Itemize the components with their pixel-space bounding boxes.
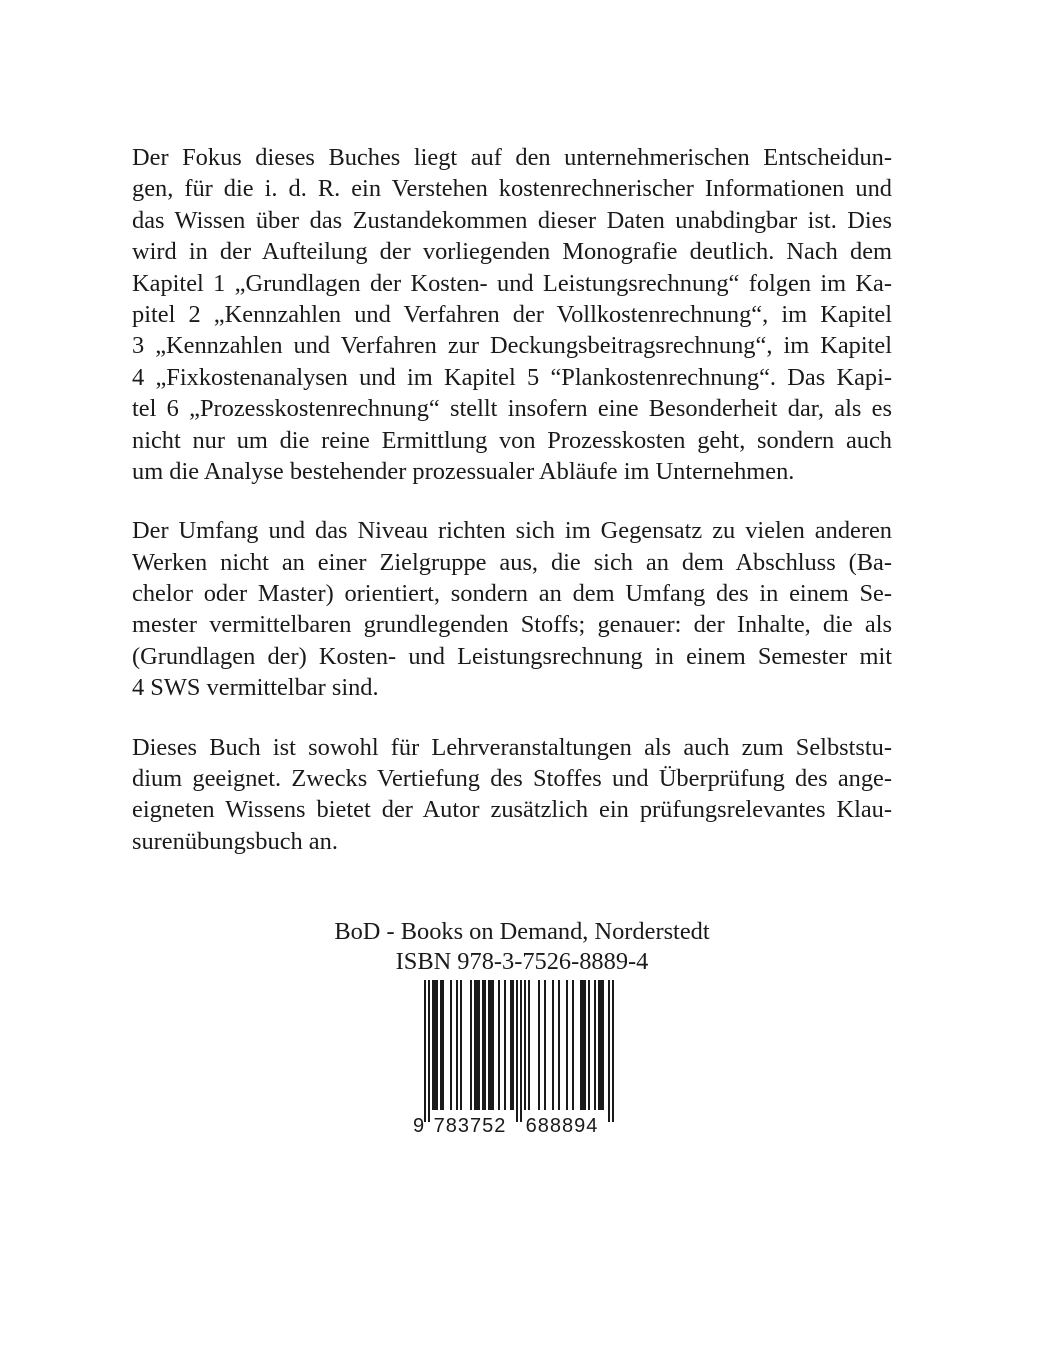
barcode-guard-bar [516, 980, 518, 1122]
barcode-bar [544, 980, 546, 1110]
barcode-guard-bar [520, 980, 522, 1122]
text-line: surenübungsbuch an. [132, 827, 338, 855]
barcode-bar [510, 980, 514, 1110]
text-line: pitel 2 „Kennzahlen und Verfahren der Vollkostenrechnung“, im Kapitel [132, 300, 892, 328]
barcode-bar [440, 980, 444, 1110]
text-line: Kapitel 1 „Grundlagen der Kosten- und Leistungsrechnung“ folgen im Ka- [132, 269, 892, 297]
barcode-bar [552, 980, 554, 1110]
text-line: mester vermittelbaren grundlegenden Stoffs; genauer: der Inhalte, die als [132, 611, 892, 639]
text-line: chelor oder Master) orientiert, sondern an dem Umfang des in einem Se- [132, 580, 892, 608]
text-line: das Wissen über das Zustandekommen dieser Daten unabdingbar ist. Dies [132, 206, 892, 234]
barcode-bar [528, 980, 530, 1110]
barcode-graphic [410, 978, 616, 1138]
blurb-paragraph-3 [132, 732, 892, 858]
barcode-bar [588, 980, 590, 1110]
barcode-bar [594, 980, 596, 1110]
barcode-lead-digit: 9 [413, 1115, 425, 1137]
text-line: tel 6 „Prozesskostenrechnung“ stellt insofern eine Besonderheit dar, als es [132, 395, 892, 423]
barcode-bar [566, 980, 568, 1110]
barcode-bar [482, 980, 486, 1110]
barcode-bar [432, 980, 438, 1110]
barcode-bar [580, 980, 586, 1110]
barcode-bar [450, 980, 452, 1110]
blurb-text [132, 142, 892, 885]
text-line: Der Umfang und das Niveau richten sich im Gegensatz zu vielen anderen [132, 517, 892, 545]
text-line: Der Fokus dieses Buches liegt auf den unternehmerischen Entscheidun- [132, 144, 892, 171]
barcode-left-digits: 783752 [433, 1115, 507, 1137]
text-line: dium geeignet. Zwecks Vertiefung des Stoffes und Überprüfung des ange- [132, 765, 892, 793]
text-line: gen, für die i. d. R. ein Verstehen kostenrechnerischer Informationen und [132, 175, 892, 203]
barcode-bar [572, 980, 574, 1110]
barcode-bar [504, 980, 506, 1110]
barcode-bar [524, 980, 526, 1110]
text-line: Dieses Buch ist sowohl für Lehrveranstaltungen als auch zum Selbststu- [132, 733, 892, 761]
barcode-bar [456, 980, 458, 1110]
text-line: Werken nicht an einer Zielgruppe aus, die sich an dem Abschluss (Ba- [132, 548, 892, 576]
barcode-guard-bar [424, 980, 426, 1122]
barcode-guard-bar [608, 980, 610, 1122]
isbn-barcode [410, 978, 616, 1138]
blurb-paragraph-1 [132, 142, 892, 487]
isbn-text: ISBN 978-3-7526-8889-4 [395, 948, 649, 975]
barcode-right-digits: 688894 [525, 1115, 599, 1137]
barcode-bar [498, 980, 500, 1110]
blurb-paragraph-2 [132, 515, 892, 703]
text-line: 4 „Fixkostenanalysen und im Kapitel 5 “Plankostenrechnung“. Das Kapi- [132, 363, 892, 391]
barcode-bar [598, 980, 604, 1110]
text-line: wird in der Aufteilung der vorliegenden Monografie deutlich. Nach dem [132, 238, 892, 266]
barcode-bar [538, 980, 540, 1110]
text-line: 3 „Kennzahlen und Verfahren zur Deckungsbeitragsrechnung“, im Kapitel [132, 332, 892, 360]
barcode-bar [488, 980, 494, 1110]
text-line: eigneten Wissens bietet der Autor zusätzlich ein prüfungsrelevantes Klau- [132, 796, 892, 824]
text-line: 4 SWS vermittelbar sind. [132, 674, 379, 702]
barcode-bar [460, 980, 462, 1110]
text-line: nicht nur um die reine Ermittlung von Prozesskosten geht, sondern auch [132, 426, 892, 454]
barcode-bar [558, 980, 560, 1110]
publisher-block [0, 917, 1044, 977]
barcode-bars [424, 980, 614, 1122]
barcode-bar [470, 980, 472, 1110]
barcode-guard-bar [612, 980, 614, 1122]
barcode-guard-bar [428, 980, 430, 1122]
text-line: um die Analyse bestehender prozessualer Abläufe im Unternehmen. [132, 457, 795, 485]
publisher-name: BoD - Books on Demand, Norderstedt [334, 918, 710, 945]
text-line: (Grundlagen der) Kosten- und Leistungsrechnung in einem Semester mit [132, 642, 892, 670]
barcode-bar [474, 980, 480, 1110]
